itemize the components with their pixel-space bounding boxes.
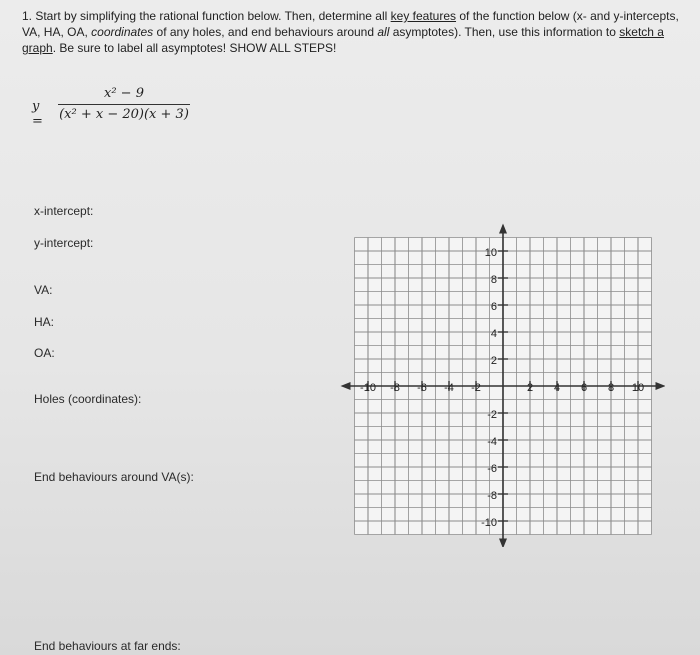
y-tick-label: 6 <box>490 301 497 313</box>
x-axis-right-arrow-icon <box>656 382 666 390</box>
x-tick-label: -10 <box>360 382 376 394</box>
x-tick-label: 10 <box>631 382 645 394</box>
y-tick-label: 8 <box>490 274 497 286</box>
key-features-link[interactable]: key features <box>390 9 457 23</box>
y-intercept-label: y-intercept: <box>34 236 94 250</box>
instructions-part-1: 1. Start by simplifying the rational function below. Then, determine all <box>22 9 391 23</box>
equation-denominator: (x² + x − 20)(x + 3) <box>59 107 189 122</box>
x-tick-label: -4 <box>444 382 454 394</box>
x-tick-label: 8 <box>607 382 615 394</box>
y-tick-label: -4 <box>487 436 497 448</box>
coordinate-grid[interactable] <box>340 222 665 547</box>
x-tick-label: 2 <box>526 382 534 394</box>
all-emphasis: all <box>377 25 390 39</box>
va-label: VA: <box>34 283 53 297</box>
instructions-part-5: . Be sure to label all asymptotes! SHOW ALL STEPS! <box>52 41 337 55</box>
equation-numerator: x² − 9 <box>104 86 144 101</box>
y-tick-label: -6 <box>487 463 497 475</box>
equation-fraction <box>58 86 190 122</box>
instructions-part-4: asymptotes). Then, use this information to <box>389 25 620 39</box>
y-tick-label: -10 <box>481 517 497 529</box>
y-axis-up-arrow-icon <box>499 224 507 234</box>
x-tick-label: -8 <box>390 382 400 394</box>
y-axis-down-arrow-icon <box>499 539 507 548</box>
y-tick-label: 2 <box>490 355 497 367</box>
end-behaviours-va-label: End behaviours around VA(s): <box>34 470 194 484</box>
ha-label: HA: <box>34 315 55 329</box>
y-tick-label: 10 <box>484 247 497 259</box>
oa-label: OA: <box>34 346 55 360</box>
instructions-part-2: of the function below (x- and y-intercepts, VA, HA, OA, <box>22 9 679 39</box>
equation-lhs: y = <box>32 99 43 129</box>
holes-label: Holes (coordinates): <box>34 392 142 406</box>
coordinates-emphasis: coordinates <box>91 25 154 39</box>
y-tick-label: 4 <box>490 328 497 340</box>
end-behaviours-far-label: End behaviours at far ends: <box>34 639 181 653</box>
sketch-graph-link[interactable]: sketch a graph <box>22 25 664 55</box>
instructions-text <box>22 8 682 56</box>
x-tick-label: -2 <box>471 382 481 394</box>
x-tick-label: -6 <box>417 382 427 394</box>
y-tick-label: -2 <box>487 409 497 421</box>
x-intercept-label: x-intercept: <box>34 204 94 218</box>
x-tick-label: 6 <box>580 382 588 394</box>
fraction-bar <box>58 104 190 105</box>
instructions-part-3: of any holes, and end behaviours around <box>153 25 378 39</box>
x-axis-left-arrow-icon <box>341 382 351 390</box>
x-tick-label: 4 <box>553 382 561 394</box>
y-tick-label: -8 <box>487 490 497 502</box>
